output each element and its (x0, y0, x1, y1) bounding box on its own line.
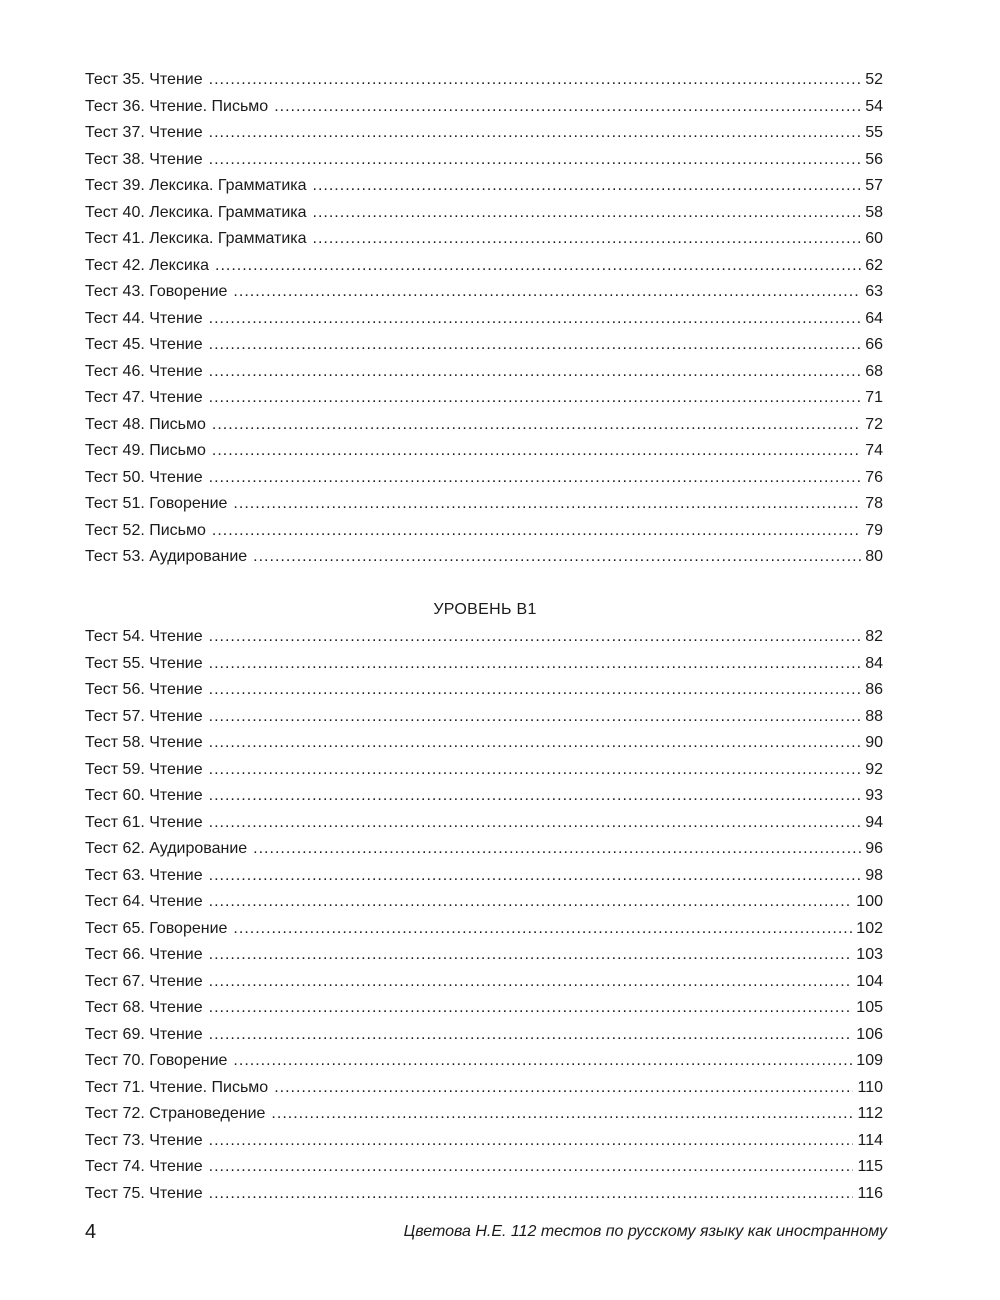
toc-entry[interactable] (85, 1128, 883, 1155)
dot-leader (209, 306, 862, 333)
toc-entry-page: 90 (865, 734, 883, 751)
toc-entry[interactable] (85, 147, 883, 174)
toc-entry-page: 94 (865, 813, 883, 831)
toc-entry-title: Тест 48. Письмо (85, 415, 206, 433)
dot-leader (209, 757, 862, 784)
dot-leader (209, 651, 862, 678)
toc-entry-page: 96 (865, 840, 883, 857)
toc-entry-title: Тест 44. Чтение (85, 309, 203, 327)
toc-entry-title: Тест 37. Чтение (85, 124, 203, 141)
toc-entry[interactable] (85, 200, 883, 227)
dot-leader (209, 810, 862, 837)
toc-entry[interactable] (85, 173, 883, 200)
toc-entry[interactable] (85, 1101, 883, 1128)
toc-entry[interactable] (85, 359, 883, 386)
dot-leader (209, 730, 862, 757)
dot-leader (209, 1128, 854, 1155)
toc-entry-page: 66 (865, 336, 883, 353)
dot-leader (209, 624, 862, 651)
toc-entry-page: 63 (865, 283, 883, 300)
toc-entry[interactable] (85, 1048, 883, 1075)
toc-entry-title: Тест 43. Говорение (85, 283, 228, 300)
toc-entry[interactable] (85, 1181, 883, 1208)
toc-entry-page: 100 (856, 893, 883, 910)
toc-entry-title: Тест 59. Чтение (85, 760, 203, 778)
dot-leader (233, 491, 861, 518)
toc-entry-title: Тест 38. Чтение (85, 150, 203, 168)
toc-entry-page: 55 (865, 124, 883, 141)
toc-entry-title: Тест 64. Чтение (85, 893, 203, 910)
dot-leader (209, 332, 862, 359)
dot-leader (209, 1154, 854, 1181)
toc-entry-page: 52 (865, 71, 883, 88)
toc-entry-title: Тест 72. Страноведение (85, 1105, 266, 1122)
toc-entry[interactable] (85, 279, 883, 306)
dot-leader (313, 200, 862, 227)
toc-entry[interactable] (85, 704, 883, 731)
dot-leader (313, 173, 862, 200)
dot-leader (212, 412, 861, 439)
toc-entry-title: Тест 49. Письмо (85, 442, 206, 459)
toc-entry-title: Тест 65. Говорение (85, 919, 228, 937)
toc-entry-page: 76 (865, 468, 883, 486)
toc-entry-title: Тест 74. Чтение (85, 1158, 203, 1175)
toc-entry-page: 106 (856, 1025, 883, 1043)
toc-entry-page: 105 (856, 999, 883, 1016)
toc-entry[interactable] (85, 757, 883, 784)
toc-entry[interactable] (85, 810, 883, 837)
dot-leader (212, 518, 861, 545)
dot-leader (209, 385, 862, 412)
toc-entry-title: Тест 52. Письмо (85, 521, 206, 539)
toc-entry-page: 79 (865, 521, 883, 539)
toc-entry-title: Тест 35. Чтение (85, 71, 203, 88)
toc-entry-title: Тест 54. Чтение (85, 628, 203, 645)
toc-entry-page: 116 (857, 1184, 883, 1202)
toc-entry-title: Тест 57. Чтение (85, 707, 203, 725)
dot-leader (209, 677, 862, 704)
toc-entry[interactable] (85, 1154, 883, 1181)
toc-entry-page: 60 (865, 230, 883, 247)
toc-entry-page: 78 (865, 495, 883, 512)
toc-entry[interactable] (85, 120, 883, 147)
toc-entry-title: Тест 47. Чтение (85, 389, 203, 406)
dot-leader (209, 1181, 854, 1208)
toc-entry[interactable] (85, 67, 883, 94)
dot-leader (209, 359, 862, 386)
toc-entry-page: 62 (865, 256, 883, 274)
toc-entry[interactable] (85, 969, 883, 996)
toc-entry-title: Тест 68. Чтение (85, 999, 203, 1016)
dot-leader (253, 836, 861, 863)
toc-entry[interactable] (85, 995, 883, 1022)
toc-entry[interactable] (85, 253, 883, 280)
toc-entry-title: Тест 60. Чтение (85, 787, 203, 804)
dot-leader (209, 67, 862, 94)
toc-entry-title: Тест 66. Чтение (85, 946, 203, 963)
toc-entry[interactable] (85, 1022, 883, 1049)
toc-entry-page: 82 (865, 628, 883, 645)
toc-entry-page: 54 (865, 97, 883, 115)
toc-entry-title: Тест 62. Аудирование (85, 840, 248, 857)
toc-entry-title: Тест 67. Чтение (85, 972, 203, 990)
toc-entry-page: 93 (865, 787, 883, 804)
toc-entry-page: 110 (857, 1078, 883, 1096)
dot-leader (209, 465, 862, 492)
toc-entry-title: Тест 55. Чтение (85, 654, 203, 672)
toc-entry[interactable] (85, 332, 883, 359)
toc-entry-title: Тест 42. Лексика (85, 256, 209, 274)
toc-entry-title: Тест 73. Чтение (85, 1131, 203, 1149)
toc-entry[interactable] (85, 730, 883, 757)
toc-entry-title: Тест 51. Говорение (85, 495, 228, 512)
toc-entry-page: 86 (865, 681, 883, 698)
dot-leader (209, 147, 862, 174)
toc-entry-page: 112 (857, 1105, 883, 1122)
toc-entry[interactable] (85, 385, 883, 412)
toc-entry[interactable] (85, 465, 883, 492)
toc-entry-title: Тест 45. Чтение (85, 336, 203, 353)
dot-leader (209, 1022, 853, 1049)
toc-entry-title: Тест 75. Чтение (85, 1184, 203, 1202)
toc-entry-title: Тест 61. Чтение (85, 813, 203, 831)
toc-entry-page: 80 (865, 548, 883, 565)
toc-entry-title: Тест 36. Чтение. Письмо (85, 97, 269, 115)
toc-entry-page: 88 (865, 707, 883, 725)
toc-entry[interactable] (85, 651, 883, 678)
toc-entry-page: 64 (865, 309, 883, 327)
dot-leader (209, 995, 853, 1022)
dot-leader (274, 1075, 853, 1102)
running-footer-title: Цветова Н.Е. 112 тестов по русскому языку как иностранному (403, 1223, 887, 1240)
dot-leader (233, 1048, 852, 1075)
toc-entry-page: 115 (857, 1158, 883, 1175)
dot-leader (253, 544, 861, 571)
toc-entry[interactable] (85, 544, 883, 571)
toc-entry-page: 84 (865, 654, 883, 672)
toc-entry-page: 57 (865, 177, 883, 194)
toc-entry-title: Тест 39. Лексика. Грамматика (85, 177, 307, 194)
toc-entry[interactable] (85, 491, 883, 518)
toc-entry-title: Тест 71. Чтение. Письмо (85, 1078, 269, 1096)
toc-entry[interactable] (85, 94, 883, 121)
toc-entry-title: Тест 63. Чтение (85, 866, 203, 884)
toc-entry-page: 58 (865, 203, 883, 221)
dot-leader (215, 253, 861, 280)
toc-entry[interactable] (85, 306, 883, 333)
toc-entry[interactable] (85, 226, 883, 253)
toc-entry-title: Тест 56. Чтение (85, 681, 203, 698)
toc-entry-title: Тест 40. Лексика. Грамматика (85, 203, 307, 221)
dot-leader (271, 1101, 853, 1128)
toc-entry-page: 109 (856, 1052, 883, 1069)
toc-entry-page: 68 (865, 362, 883, 380)
section-heading-b1: УРОВЕНЬ В1 (433, 601, 537, 618)
dot-leader (274, 94, 861, 121)
toc-entry-title: Тест 50. Чтение (85, 468, 203, 486)
dot-leader (209, 783, 862, 810)
toc-entry-title: Тест 58. Чтение (85, 734, 203, 751)
dot-leader (209, 704, 862, 731)
toc-entry[interactable] (85, 783, 883, 810)
toc-list-b1 (85, 624, 883, 1207)
toc-entry[interactable] (85, 677, 883, 704)
dot-leader (209, 942, 853, 969)
dot-leader (209, 969, 853, 996)
toc-entry[interactable] (85, 624, 883, 651)
toc-entry-title: Тест 70. Говорение (85, 1052, 228, 1069)
toc-entry-page: 104 (856, 972, 883, 990)
toc-entry-page: 71 (865, 389, 883, 406)
toc-entry-page: 103 (856, 946, 883, 963)
dot-leader (209, 863, 862, 890)
toc-entry-page: 56 (865, 150, 883, 168)
toc-entry-title: Тест 41. Лексика. Грамматика (85, 230, 307, 247)
toc-entry[interactable] (85, 836, 883, 863)
toc-entry[interactable] (85, 1075, 883, 1102)
page-number: 4 (85, 1221, 97, 1243)
toc-entry[interactable] (85, 942, 883, 969)
dot-leader (212, 438, 861, 465)
toc-entry-page: 72 (865, 415, 883, 433)
toc-entry-page: 98 (865, 866, 883, 884)
toc-entry-page: 74 (865, 442, 883, 459)
toc-entry-page: 114 (857, 1131, 883, 1149)
toc-entry[interactable] (85, 889, 883, 916)
toc-list-a2-continued (85, 67, 883, 571)
toc-entry-page: 92 (865, 760, 883, 778)
toc-entry[interactable] (85, 412, 883, 439)
toc-entry-page: 102 (856, 919, 883, 937)
toc-entry[interactable] (85, 438, 883, 465)
dot-leader (233, 279, 861, 306)
toc-entry-title: Тест 46. Чтение (85, 362, 203, 380)
toc-entry[interactable] (85, 916, 883, 943)
dot-leader (209, 120, 862, 147)
toc-entry[interactable] (85, 518, 883, 545)
toc-entry-title: Тест 53. Аудирование (85, 548, 248, 565)
dot-leader (209, 889, 853, 916)
dot-leader (233, 916, 852, 943)
toc-entry-title: Тест 69. Чтение (85, 1025, 203, 1043)
toc-entry[interactable] (85, 863, 883, 890)
dot-leader (313, 226, 862, 253)
